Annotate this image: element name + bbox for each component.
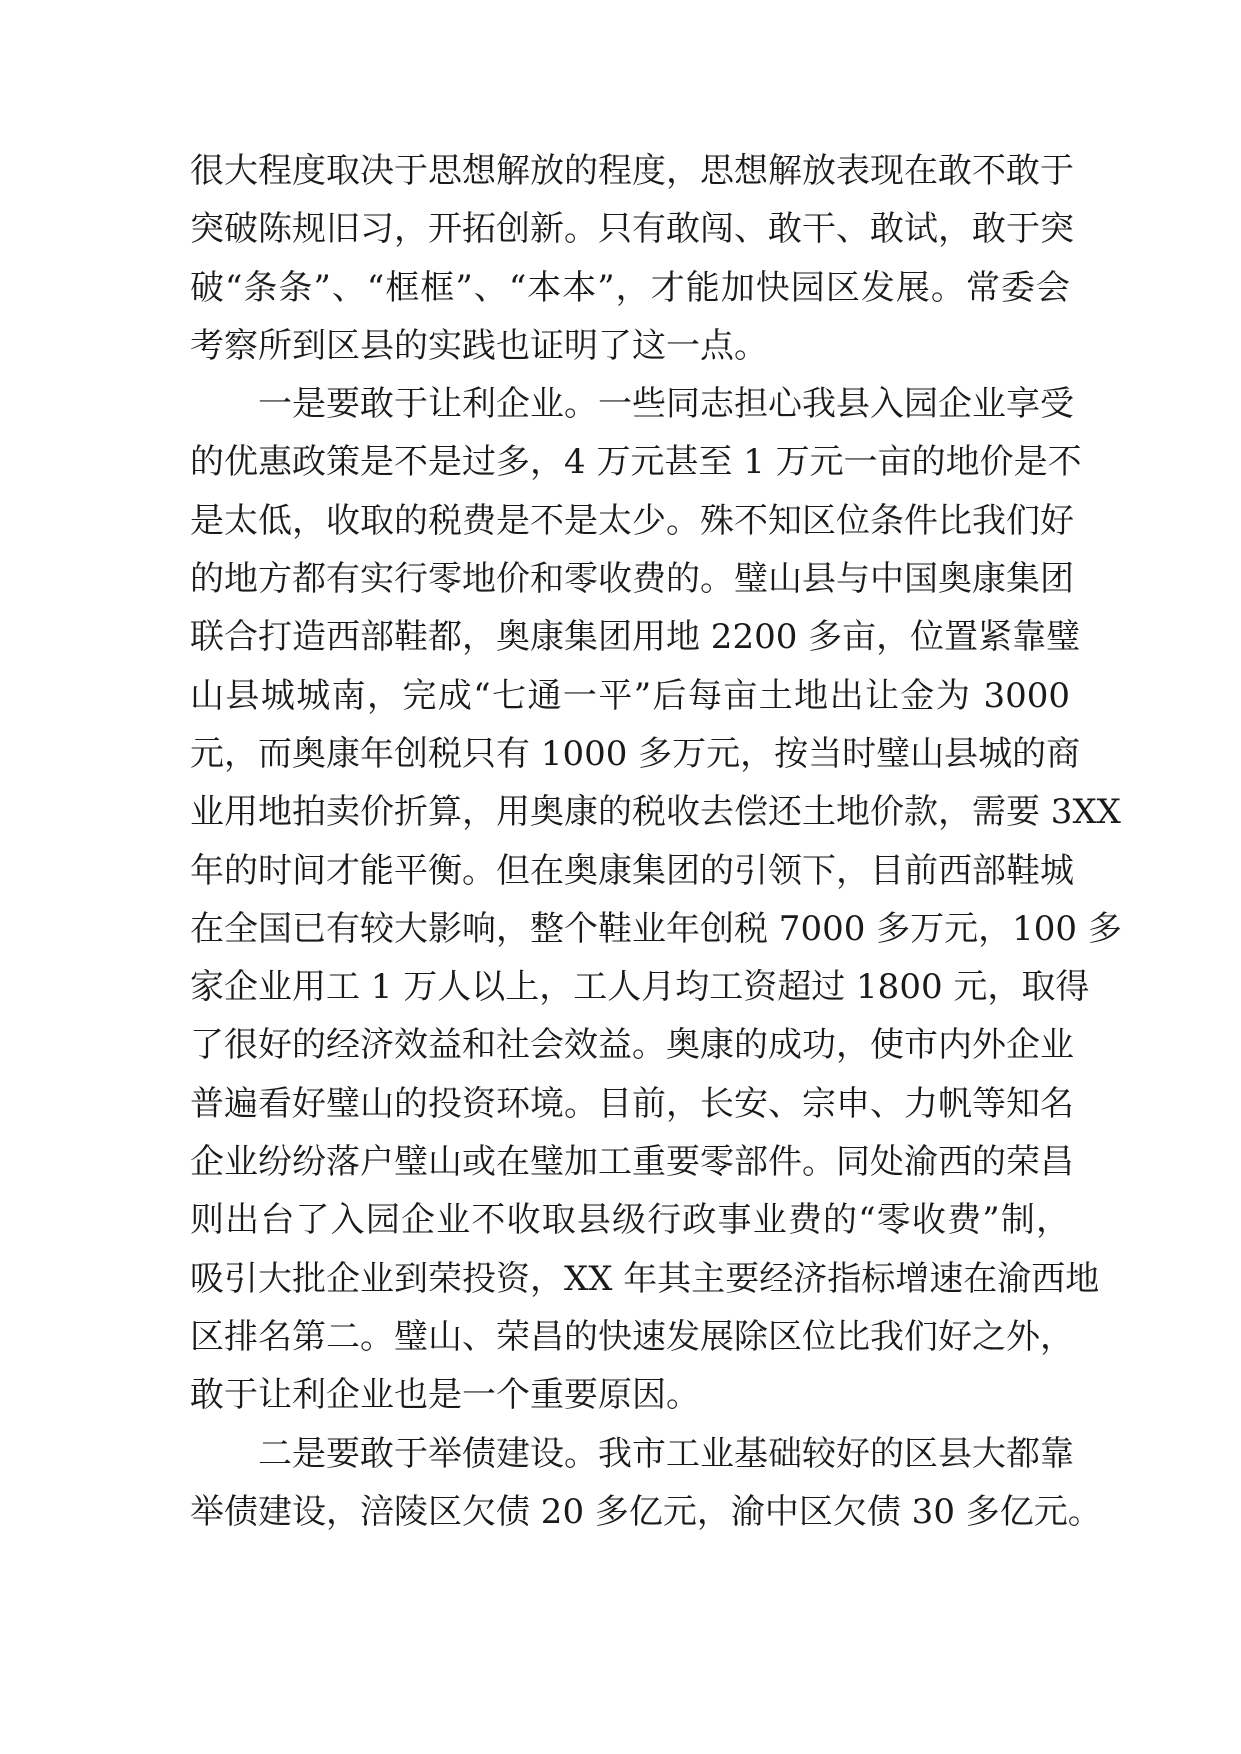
body-text: [190, 142, 1122, 1541]
text-line: 吸引大批企业到荣投资，XX 年其主要经济指标增速在渝西地: [190, 1258, 1100, 1299]
text-line: 的地方都有实行零地价和零收费的。璧山县与中国奥康集团: [190, 559, 1074, 600]
text-line: 的优惠政策是不是过多，4 万元甚至 1 万元一亩的地价是不: [190, 442, 1082, 483]
text-line: 在全国已有较大影响，整个鞋业年创税 7000 多万元，100 多: [190, 908, 1122, 949]
text-line: 山县城城南，完成“七通一平”后每亩土地出让金为 3000: [190, 675, 1070, 716]
text-line: 联合打造西部鞋都，奥康集团用地 2200 多亩，位置紧靠璧: [190, 617, 1081, 658]
text-line: 敢于让利企业也是一个重要原因。: [190, 1375, 700, 1416]
text-line: 家企业用工 1 万人以上，工人月均工资超过 1800 元，取得: [190, 967, 1090, 1008]
text-line: 业用地拍卖价折算，用奥康的税收去偿还土地价款，需要 3XX: [190, 792, 1121, 833]
text-line: 破“条条”、“框框”、“本本”，才能加快园区发展。常委会: [190, 267, 1070, 308]
text-line: 企业纷纷落户璧山或在璧加工重要零部件。同处渝西的荣昌: [190, 1142, 1074, 1183]
text-line: 突破陈规旧习，开拓创新。只有敢闯、敢干、敢试，敢于突: [190, 209, 1074, 250]
paragraph-start-line: 二是要敢于举债建设。我市工业基础较好的区县大都靠: [258, 1433, 1074, 1474]
text-line: 是太低，收取的税费是不是太少。殊不知区位条件比我们好: [190, 500, 1074, 541]
text-line: 普遍看好璧山的投资环境。目前，长安、宗申、力帆等知名: [190, 1083, 1074, 1124]
text-line: 区排名第二。璧山、荣昌的快速发展除区位比我们好之外，: [190, 1316, 1074, 1357]
text-line: 年的时间才能平衡。但在奥康集团的引领下，目前西部鞋城: [190, 850, 1074, 891]
text-line: 则出台了入园企业不收取县级行政事业费的“零收费”制，: [190, 1200, 1070, 1241]
text-line: 举债建设，涪陵区欠债 20 多亿元，渝中区欠债 30 多亿元。: [190, 1491, 1102, 1532]
text-line: 很大程度取决于思想解放的程度，思想解放表现在敢不敢于: [190, 151, 1074, 191]
text-line: 了很好的经济效益和社会效益。奥康的成功，使市内外企业: [190, 1025, 1074, 1066]
text-line: 考察所到区县的实践也证明了这一点。: [190, 325, 768, 366]
text-line: 元，而奥康年创税只有 1000 多万元，按当时璧山县城的商: [190, 733, 1081, 774]
paragraph-start-line: 一是要敢于让利企业。一些同志担心我县入园企业享受: [258, 384, 1074, 425]
